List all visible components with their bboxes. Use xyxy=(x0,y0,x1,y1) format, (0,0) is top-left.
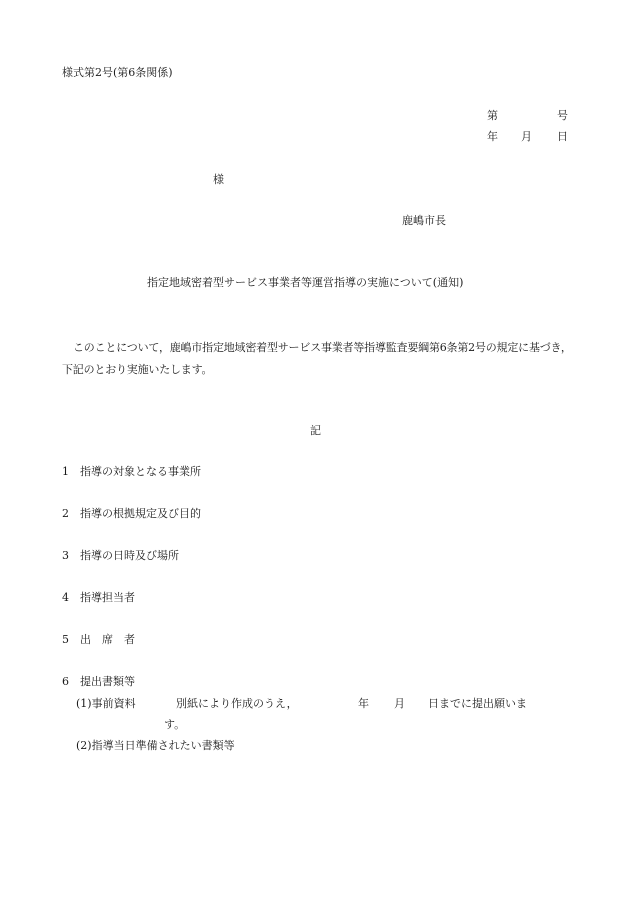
list-item xyxy=(62,675,135,689)
list-item xyxy=(62,507,201,521)
date-day: 日 xyxy=(557,130,568,143)
item-number: 1 xyxy=(62,465,69,478)
item-number: 6 xyxy=(62,675,69,688)
item-number: 3 xyxy=(62,549,69,562)
sub-item-1-year: 年 xyxy=(358,697,369,710)
item-label: 提出書類等 xyxy=(80,675,135,688)
sub-item-2-label: (2)指導当日準備されたい書類等 xyxy=(76,739,235,752)
sub-item-1-text: 別紙により作成のうえ， xyxy=(176,697,298,710)
date-year: 年 xyxy=(487,130,498,143)
document-title: 指定地域密着型サービス事業者等運営指導の実施について(通知) xyxy=(147,276,464,289)
sender: 鹿嶋市長 xyxy=(402,214,446,227)
addressee-suffix: 様 xyxy=(213,173,224,186)
list-item xyxy=(62,633,135,647)
item-number: 5 xyxy=(62,633,69,646)
item-number: 4 xyxy=(62,591,69,604)
item-label: 指導の日時及び場所 xyxy=(80,549,179,562)
ki-heading: 記 xyxy=(310,424,321,437)
sub-item-1-label: (1)事前資料 xyxy=(76,697,136,710)
sub-item-1-deadline: 日までに提出願いま xyxy=(428,697,527,710)
item-label: 指導の対象となる事業所 xyxy=(80,465,201,478)
sub-item-1-month: 月 xyxy=(394,697,405,710)
list-item xyxy=(62,465,201,479)
item-number: 2 xyxy=(62,507,69,520)
doc-number-go: 号 xyxy=(557,109,568,122)
form-label: 様式第2号(第6条関係) xyxy=(62,66,173,79)
doc-number-dai: 第 xyxy=(487,109,498,122)
item-label: 出 席 者 xyxy=(80,633,135,646)
date-month: 月 xyxy=(521,130,532,143)
sub-item-1-continuation: す。 xyxy=(164,718,186,731)
body-paragraph: このことについて，鹿嶋市指定地域密着型サービス事業者等指導監査要綱第6条第2号の規定に基づき，下記のとおり実施いたします。 xyxy=(62,341,572,376)
item-label: 指導の根拠規定及び目的 xyxy=(80,507,201,520)
item-label: 指導担当者 xyxy=(80,591,135,604)
list-item xyxy=(62,549,179,563)
list-item xyxy=(62,591,135,605)
